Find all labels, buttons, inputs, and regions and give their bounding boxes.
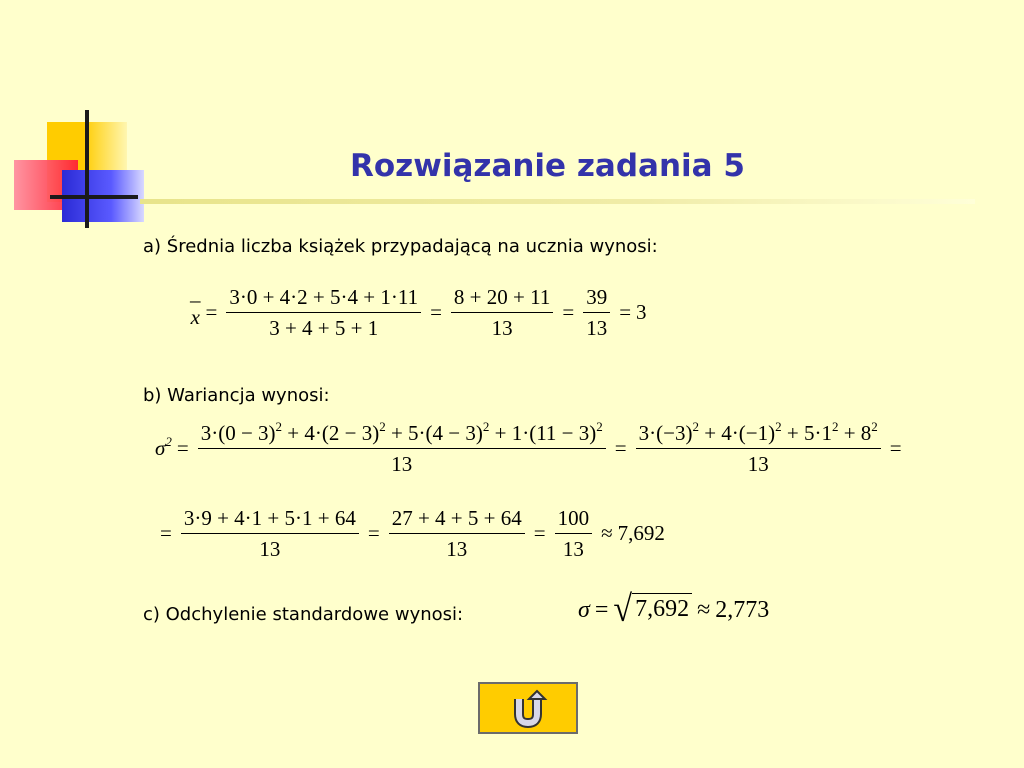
- mean-symbol: – x: [190, 288, 201, 329]
- mean-equation: – x = $\frac{3\cdot 0 + 4\cdot 2 + 5\cdot 4 + 1\cdot 11}{3 + 4 + 5 + 1}$ = $\frac{8 + 20 + 11}{13}$ = $\frac{39}{13}$ = 3: [190, 282, 647, 343]
- variance-equation-line-1: $\sigma^2$ = $\frac{3\cdot(0 - 3)^2 + 4\cdot(2 - 3)^2 + 5\cdot(4 - 3)^2 + 1\cdot(11 - 3)^2}{13}$ = $\frac{3\cdot(-3)^2 + 4\cdot(-1)^2 + 5\cdot 1^2 + 8^2}{13}$ =: [155, 418, 907, 479]
- variance-result: 7,692: [617, 521, 665, 545]
- mean-fraction-2: $\frac{8 + 20 + 11}{13}$: [451, 282, 553, 343]
- section-b-label: b) Wariancja wynosi:: [143, 385, 330, 406]
- section-c-label: c) Odchylenie standardowe wynosi:: [143, 604, 464, 625]
- sigma-squared-symbol: $\sigma^2$: [155, 434, 172, 460]
- mean-result: 3: [636, 300, 647, 324]
- square-root: √ 7,692: [613, 593, 692, 627]
- variance-equation-line-2: = $\frac{3\cdot 9 + 4\cdot 1 + 5\cdot 1 + 64}{13}$ = $\frac{27 + 4 + 5 + 64}{13}$ = $\frac{100}{13}$ ≈ 7,692: [155, 503, 665, 564]
- slide-title: Rozwiązanie zadania 5: [350, 148, 745, 184]
- title-underline: [140, 199, 975, 204]
- decor-vertical-line: [85, 110, 89, 228]
- mean-fraction-3: $\frac{39}{13}$: [583, 282, 610, 343]
- back-button[interactable]: [478, 682, 578, 734]
- decor-horizontal-line: [50, 195, 138, 199]
- variance-fraction-2: $\frac{3\cdot(-3)^2 + 4\cdot(-1)^2 + 5\cdot 1^2 + 8^2}{13}$: [636, 418, 881, 479]
- variance-fraction-5: $\frac{100}{13}$: [555, 503, 593, 564]
- variance-fraction-1: $\frac{3\cdot(0 - 3)^2 + 4\cdot(2 - 3)^2 + 5\cdot(4 - 3)^2 + 1\cdot(11 - 3)^2}{13}$: [198, 418, 606, 479]
- sigma-symbol: σ: [578, 596, 590, 623]
- mean-fraction-1: $\frac{3\cdot 0 + 4\cdot 2 + 5\cdot 4 + 1\cdot 11}{3 + 4 + 5 + 1}$: [226, 282, 421, 343]
- u-turn-back-icon: [507, 687, 549, 729]
- section-a-label: a) Średnia liczba książek przypadającą na ucznia wynosi:: [143, 236, 658, 257]
- variance-fraction-4: $\frac{27 + 4 + 5 + 64}{13}$: [389, 503, 525, 564]
- std-deviation-equation: σ = √ 7,692 ≈ 2,773: [578, 589, 770, 630]
- std-deviation-result: 2,773: [715, 596, 770, 623]
- variance-fraction-3: $\frac{3\cdot 9 + 4\cdot 1 + 5\cdot 1 + 64}{13}$: [181, 503, 359, 564]
